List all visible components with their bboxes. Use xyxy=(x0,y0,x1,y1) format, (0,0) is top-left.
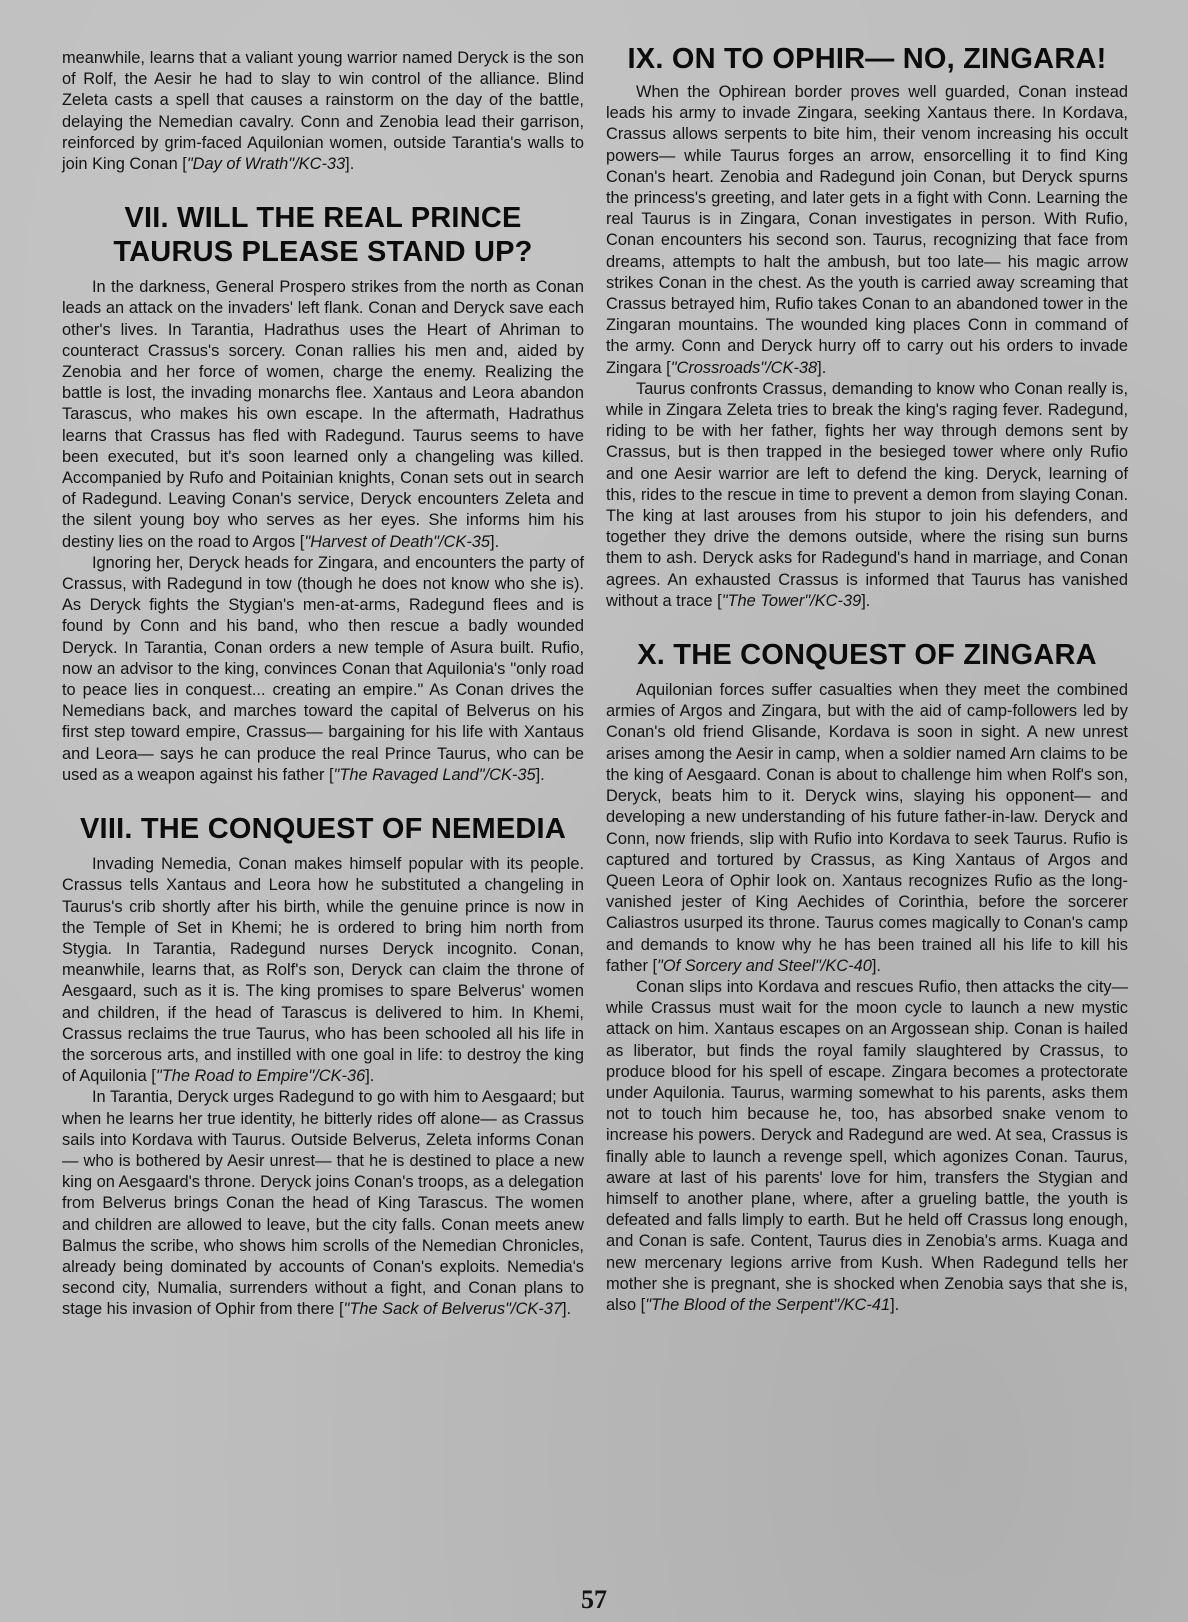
reference-close: ]. xyxy=(861,591,871,610)
text-columns xyxy=(62,43,1148,1321)
paragraph-text: In Tarantia, Deryck urges Radegund to go with him to Aesgaard; but when he learns her true identity, he bitterly rides off alone— as Crassus sails into Kordava with Taurus. Outside Belverus, Zeleta informs Conan— who is bothered by Aesir unrest— that he is destined to place a new king on Aesgaard's throne. Deryck joins Conan's troops, as a delegation from Belverus brings Conan the head of King Tarascus. The women and children are allowed to leave, but the city falls. Conan meets anew Balmus the scribe, who shows him scrolls of the Nemedian Chronicles, already being dominated by accounts of Conan's exploits. Nemedia's second city, Numalia, surrenders without a fight, and Conan plans to stage his invasion of Ophir from there [ xyxy=(62,1088,584,1319)
reference-close: ]. xyxy=(817,358,827,377)
paragraph xyxy=(62,854,584,1087)
issue-reference: "Of Sorcery and Steel"/KC-40 xyxy=(657,956,872,975)
section-heading-ix: IX. ON TO OPHIR— NO, ZINGARA! xyxy=(627,43,1107,75)
paragraph xyxy=(606,977,1128,1316)
right-column xyxy=(606,43,1128,1321)
paragraph xyxy=(62,48,584,175)
paragraph-text: Taurus confronts Crassus, demanding to know who Conan really is, while in Zingara Zeleta tries to break the king's raging fever. Radegund, riding to be with her father, fights her way through demons sent by Crassus, but is then trapped in the besieged tower where only Rufio and one Aesir warrior are left to defend the king. Deryck, learning of this, rides to the rescue in time to prevent a demon from slaying Conan. The king at last arouses from his stupor to join his defenders, and together they drive the demons outside, where the rising sun burns them to ash. Deryck asks for Radegund's hand in marriage, and Conan agrees. An exhausted Crassus is informed that Taurus has vanished without a trace [ xyxy=(606,379,1128,610)
issue-reference: "Harvest of Death"/CK-35 xyxy=(304,532,491,551)
reference-close: ]. xyxy=(490,532,500,551)
reference-close: ]. xyxy=(871,956,881,975)
page-number: 57 xyxy=(581,1585,607,1614)
reference-close: ]. xyxy=(345,155,355,174)
left-column xyxy=(62,48,584,1321)
paragraph-text: meanwhile, learns that a valiant young warrior named Deryck is the son of Rolf, the Aesir he had to slay to win control of the alliance. Blind Zeleta casts a spell that causes a rainstorm on the day of the battle, delaying the Nemedian cavalry. Conn and Zenobia lead their garrison, reinforced by grim-faced Aquilonian women, outside Tarantia's walls to join King Conan [ xyxy=(62,49,584,174)
section-heading-vii: VII. WILL THE REAL PRINCE TAURUS PLEASE STAND UP? xyxy=(113,202,533,269)
issue-reference: "The Ravaged Land"/CK-35 xyxy=(333,765,536,784)
reference-close: ]. xyxy=(365,1067,375,1086)
paragraph xyxy=(606,82,1128,379)
paragraph xyxy=(606,379,1128,612)
issue-reference: "Crossroads"/CK-38 xyxy=(670,358,818,377)
section-heading-x: X. THE CONQUEST OF ZINGARA xyxy=(637,639,1097,672)
reference-close: ]. xyxy=(561,1300,572,1319)
issue-reference: "Day of Wrath"/KC-33 xyxy=(186,155,346,174)
paragraph-text: Aquilonian forces suffer casualties when they meet the combined armies of Argos and Zingara, but with the aid of camp-followers led by Conan's old friend Glisande, Kordava is soon in sight. A new unrest arises among the Aesir in camp, when a soldier named Arn claims to be the king of Aesgaard. Conan is about to challenge him when Rolf's son, Deryck, beats him to it. Deryck wins, slaying his opponent— and developing a new understanding of his future father-in-law. Deryck and Conn, now friends, slip with Rufio into Kordava to seek Taurus. Rufio is captured and tortured by Crassus, as King Xantaus of Argos and Queen Leora of Ophir look on. Xantaus recognizes Rufio as the long-vanished jester of King Aechides of Corinthia, before the sorcerer Caliastros usurped its throne. Taurus comes magically to Conan's camp and demands to know why he has been trained all his life to kill his father [ xyxy=(606,681,1128,975)
paragraph-text: In the darkness, General Prospero strikes from the north as Conan leads an attack on the invaders' left flank. Conan and Deryck save each other's lives. In Tarantia, Hadrathus uses the Heart of Ahriman to counteract Crassus's sorcery. Conan rallies his men and, aided by Zenobia and her force of women, charge the enemy. Realizing the battle is lost, the invading monarchs flee. Xantaus and Leora abandon Tarascus, who makes his own escape. In the aftermath, Hadrathus learns that Crassus has fled with Radegund. Taurus seems to have been executed, but it's soon learned only a changeling was killed. Accompanied by Rufo and Poitainian knights, Conan sets out in search of Radegund. Leaving Conan's service, Deryck encounters Zeleta and the silent young boy who serves as her eyes. She informs him his destiny lies on the road to Argos [ xyxy=(62,278,584,551)
section-heading-viii: VIII. THE CONQUEST OF NEMEDIA xyxy=(80,813,566,846)
paragraph-text: Invading Nemedia, Conan makes himself popular with its people. Crassus tells Xantaus and Leora how he substituted a changeling in Taurus's crib shortly after his birth, while the genuine prince is now in the Temple of Set in Khemi; he is ordered to bring him north from Stygia. In Tarantia, Radegund nurses Deryck incognito. Conan, meanwhile, learns that, as Rolf's son, Deryck can claim the throne of Aesgaard, such as it is. The king promises to spare Belverus' women and children, if the head of Tarascus is delivered to him. In Khemi, Crassus reclaims the true Taurus, who has been schooled all his life in the sorcerous arts, and instilled with one goal in life: to destroy the king of Aquilonia [ xyxy=(62,855,584,1086)
issue-reference: "The Blood of the Serpent"/KC-41 xyxy=(645,1295,891,1314)
paragraph xyxy=(62,277,584,553)
paragraph-text: Ignoring her, Deryck heads for Zingara, and encounters the party of Crassus, with Radegund in tow (though he does not know who she is). As Deryck fights the Stygian's men-at-arms, Radegund flees and is found by Conn and his band, who then rescue a badly wounded Deryck. In Tarantia, Conan orders a new temple of Asura built. Rufio, now an advisor to the king, convinces Conan that Aquilonia's "only road to peace lies in conquest... creating an empire." As Conan drives the Nemedians back, and marches toward the capital of Belverus on his first step toward empire, Crassus— bargaining for his life with Xantaus and Leora— says he can produce the real Prince Taurus, who can be used as a weapon against his father [ xyxy=(62,553,584,784)
paragraph-text: Conan slips into Kordava and rescues Rufio, then attacks the city— while Crassus must wait for the moon cycle to launch a new mystic attack on him. Xantaus escapes on an Argossean ship. Conan is hailed as liberator, but finds the royal family slaughtered by Crassus, to produce blood for his spell of escape. Zingara becomes a protectorate under Aquilonia. Taurus, warming somewhat to his parents, asks them not to touch him because he, too, has absorbed snake venom to increase his powers. Deryck and Radegund are wed. At sea, Crassus is finally able to launch a revenge spell, which agonizes Conan. Taurus, aware at last of his parents' love for him, transfers the Stygian and himself to another plane, where, after a grueling battle, the youth is defeated and falls limply to earth. But he held off Crassus long enough, and Conan is safe. Content, Taurus dies in Zenobia's arms. Kuaga and new mercenary legions arrive from Kush. When Radegund tells her mother she is pregnant, she is shocked when Zenobia says that she is, also [ xyxy=(606,977,1128,1314)
issue-reference: "The Road to Empire"/CK-36 xyxy=(155,1067,366,1086)
reference-close: ]. xyxy=(890,1295,900,1314)
issue-reference: "The Tower"/KC-39 xyxy=(721,591,862,610)
paragraph xyxy=(606,680,1128,977)
paragraph xyxy=(62,1087,584,1320)
reference-close: ]. xyxy=(535,765,545,784)
paragraph-text: When the Ophirean border proves well guarded, Conan instead leads his army to invade Zingara, seeking Xantaus there. In Kordava, Crassus allows serpents to bite him, their venom increasing his occult powers— while Taurus forges an arrow, ensorcelling it to find King Conan's heart. Zenobia and Radegund join Conan, but Deryck spurns the princess's greeting, and later gets in a fight with Conn. Learning the real Taurus is in Zingara, Conan investigates in person. With Rufio, Conan encounters his second son. Taurus, recognizing that face from dreams, attempts to halt the ambush, but too late— his magic arrow strikes Conan in the chest. As the youth is carried away screaming that Crassus betrayed him, Rufio takes Conan to an abandoned tower in the Zingaran mountains. The wounded king places Conn in command of the army. Conn and Deryck hurry off to carry out his orders to invade Zingara [ xyxy=(606,83,1128,377)
issue-reference: "The Sack of Belverus"/CK-37 xyxy=(343,1300,562,1319)
paragraph xyxy=(62,553,584,786)
